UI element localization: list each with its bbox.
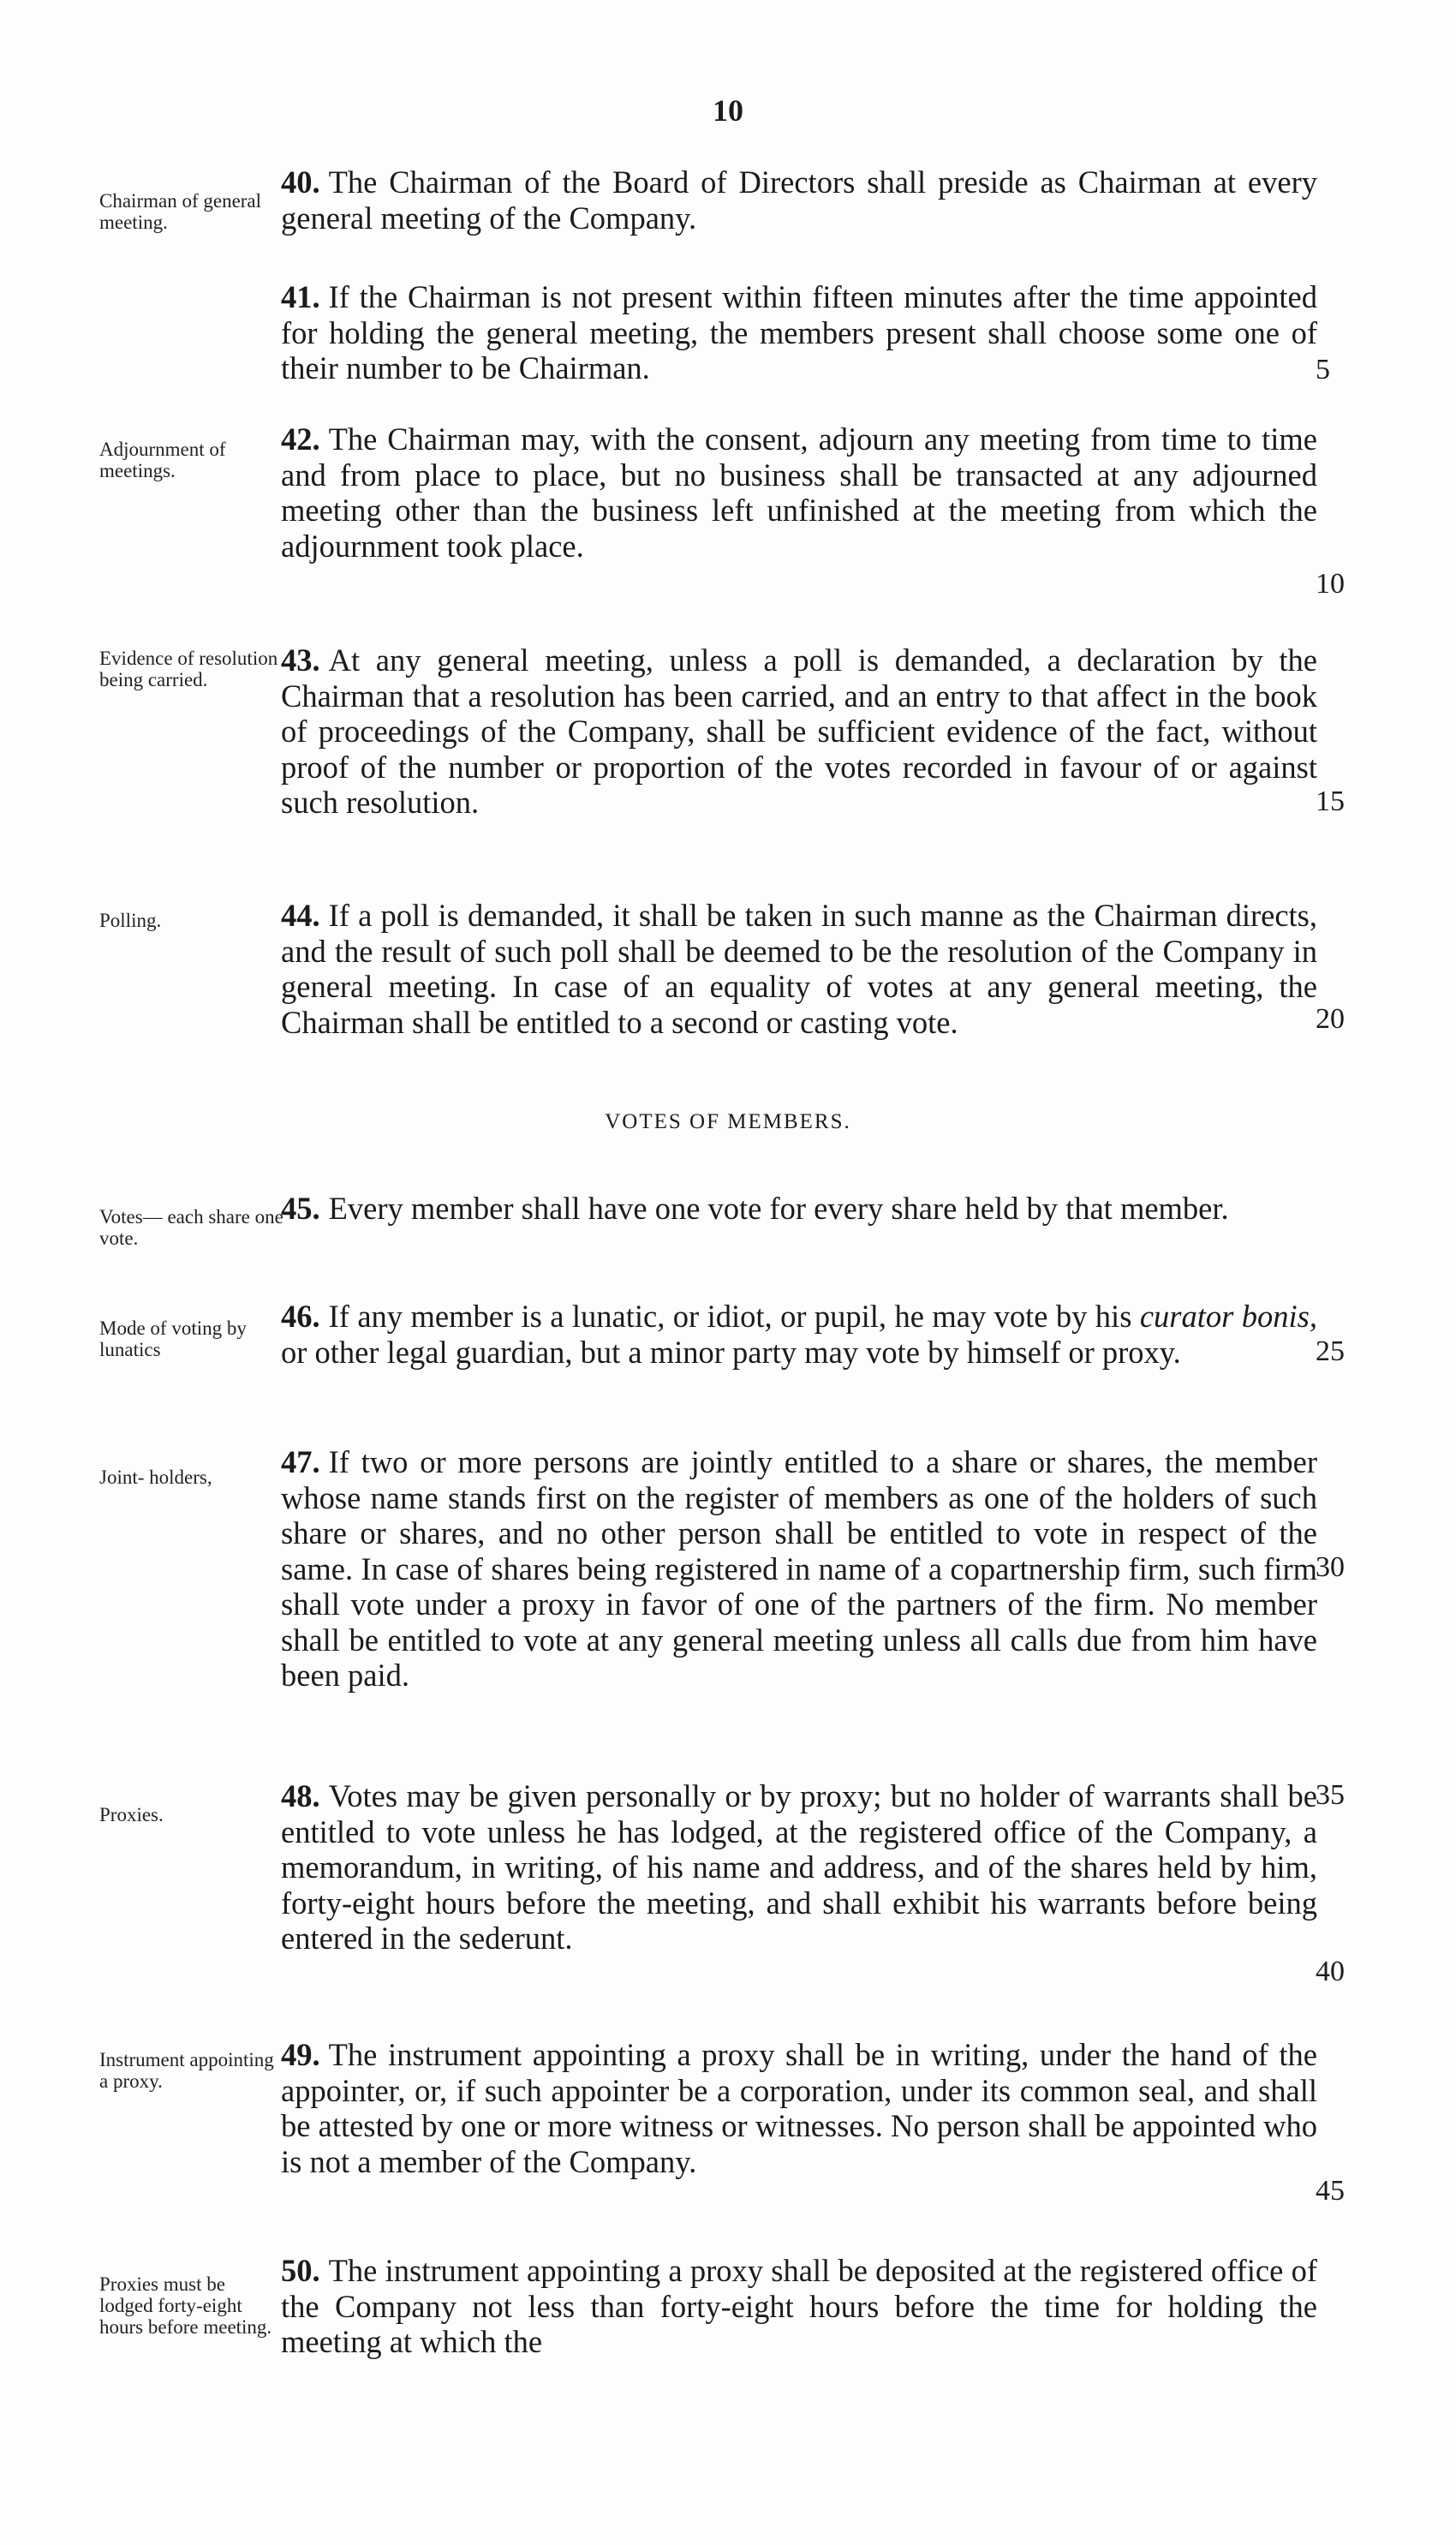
margin-note-adjournment: Adjournment of meetings. <box>99 439 226 481</box>
paragraph-42 <box>281 421 1317 564</box>
paragraph-text: If the Chairman is not present within fifteen minutes after the time appointed for holding the general meeting, the members present shall choose some one of their number to be Chairman. <box>281 279 1317 385</box>
line-number-5: 5 <box>1316 354 1330 385</box>
margin-note-instrument: Instrument appointing a proxy. <box>99 2049 274 2092</box>
paragraph-text-before: If any member is a lunatic, or idiot, or pupil, he may vote by his <box>328 1299 1140 1334</box>
paragraph-text: The Chairman of the Board of Directors shall preside as Chairman at every general meeting of the Company. <box>281 164 1317 236</box>
paragraph-number: 41. <box>281 279 320 314</box>
section-heading: VOTES OF MEMBERS. <box>605 1110 851 1133</box>
line-number-45: 45 <box>1316 2175 1345 2207</box>
page-number: 10 <box>713 93 743 128</box>
paragraph-40 <box>281 164 1317 236</box>
margin-note-chairman: Chairman of general meeting. <box>99 190 262 233</box>
paragraph-text: If two or more persons are jointly entitled to a share or shares, the member whose name stands first on the register of members as one of the holders of such share or shares, and no other person shall be entitled to vote in respect of the same. In case of shares being registered in name of a copartnership firm, such firm shall vote under a proxy in favor of one of the partners of the firm. No member shall be entitled to vote at any general meeting unless all calls due from him have been paid. <box>281 1444 1317 1693</box>
line-number-15: 15 <box>1316 786 1345 817</box>
paragraph-number: 50. <box>281 2253 320 2288</box>
line-number-30: 30 <box>1316 1551 1345 1583</box>
paragraph-number: 44. <box>281 898 320 933</box>
paragraph-text: The instrument appointing a proxy shall be deposited at the registered office of the Company not less than forty-eight hours before the time for holding the meeting at which the <box>281 2253 1317 2359</box>
paragraph-45 <box>281 1191 1317 1227</box>
paragraph-number: 45. <box>281 1191 320 1226</box>
paragraph-text: At any general meeting, unless a poll is demanded, a declaration by the Chairman that a resolution has been carried, and an entry to that affect in the book of proceedings of the Company, shall be sufficient evidence of the fact, without proof of the number or proportion of the votes recorded in favour of or against such resolution. <box>281 642 1317 820</box>
paragraph-48 <box>281 1778 1317 1957</box>
paragraph-text: The Chairman may, with the consent, adjourn any meeting from time to time and from place to place, but no business shall be transacted at any adjourned meeting other than the business left unfinished at the meeting from which the adjournment took place. <box>281 421 1317 564</box>
paragraph-text-italic: curator bonis, <box>1139 1299 1317 1334</box>
line-number-10: 10 <box>1316 568 1345 600</box>
margin-note-proxies-lodged: Proxies must be lodged forty-eight hours before meeting. <box>99 2273 272 2338</box>
paragraph-49 <box>281 2037 1317 2179</box>
margin-note-votes-each-share: Votes— each share one vote. <box>99 1206 283 1249</box>
paragraph-43 <box>281 642 1317 821</box>
paragraph-47 <box>281 1444 1317 1694</box>
margin-note-lunatics: Mode of voting by lunatics <box>99 1317 247 1360</box>
paragraph-number: 47. <box>281 1444 320 1479</box>
paragraph-number: 43. <box>281 642 320 678</box>
paragraph-number: 40. <box>281 164 320 200</box>
paragraph-number: 46. <box>281 1299 320 1334</box>
paragraph-number: 48. <box>281 1778 320 1813</box>
margin-note-evidence: Evidence of resolution being carried. <box>99 648 278 690</box>
paragraph-text: Every member shall have one vote for every share held by that member. <box>328 1191 1229 1226</box>
margin-note-polling: Polling. <box>99 910 162 931</box>
line-number-25: 25 <box>1316 1335 1345 1367</box>
margin-note-joint-holders: Joint- holders, <box>99 1467 212 1488</box>
paragraph-text: If a poll is demanded, it shall be taken in such manne as the Chairman directs, and the result of such poll shall be deemed to be the resolution of the Company in general meeting. In case of an equality of votes at any general meeting, the Chairman shall be entitled to a second or casting vote. <box>281 898 1317 1040</box>
paragraph-text: Votes may be given personally or by proxy; but no holder of warrants shall be entitled to vote unless he has lodged, at the registered office of the Company, a memorandum, in writing, of his name and address, and of the shares held by him, forty-eight hours before the meeting, and shall exhibit his warrants before being entered in the sederunt. <box>281 1778 1317 1956</box>
paragraph-46 <box>281 1299 1317 1370</box>
line-number-35: 35 <box>1316 1779 1345 1811</box>
paragraph-number: 49. <box>281 2037 320 2072</box>
line-number-40: 40 <box>1316 1956 1345 1987</box>
paragraph-text: The instrument appointing a proxy shall be in writing, under the hand of the appointer, or, if such appointer be a corporation, under its common seal, and shall be attested by one or more witness or witnesses. No person shall be appointed who is not a member of the Company. <box>281 2037 1317 2179</box>
margin-note-proxies: Proxies. <box>99 1804 164 1825</box>
paragraph-41 <box>281 279 1317 386</box>
paragraph-number: 42. <box>281 421 320 457</box>
paragraph-text-after: or other legal guardian, but a minor party may vote by himself or proxy. <box>281 1334 1181 1370</box>
paragraph-44 <box>281 898 1317 1040</box>
paragraph-50 <box>281 2253 1317 2360</box>
line-number-20: 20 <box>1316 1003 1345 1035</box>
